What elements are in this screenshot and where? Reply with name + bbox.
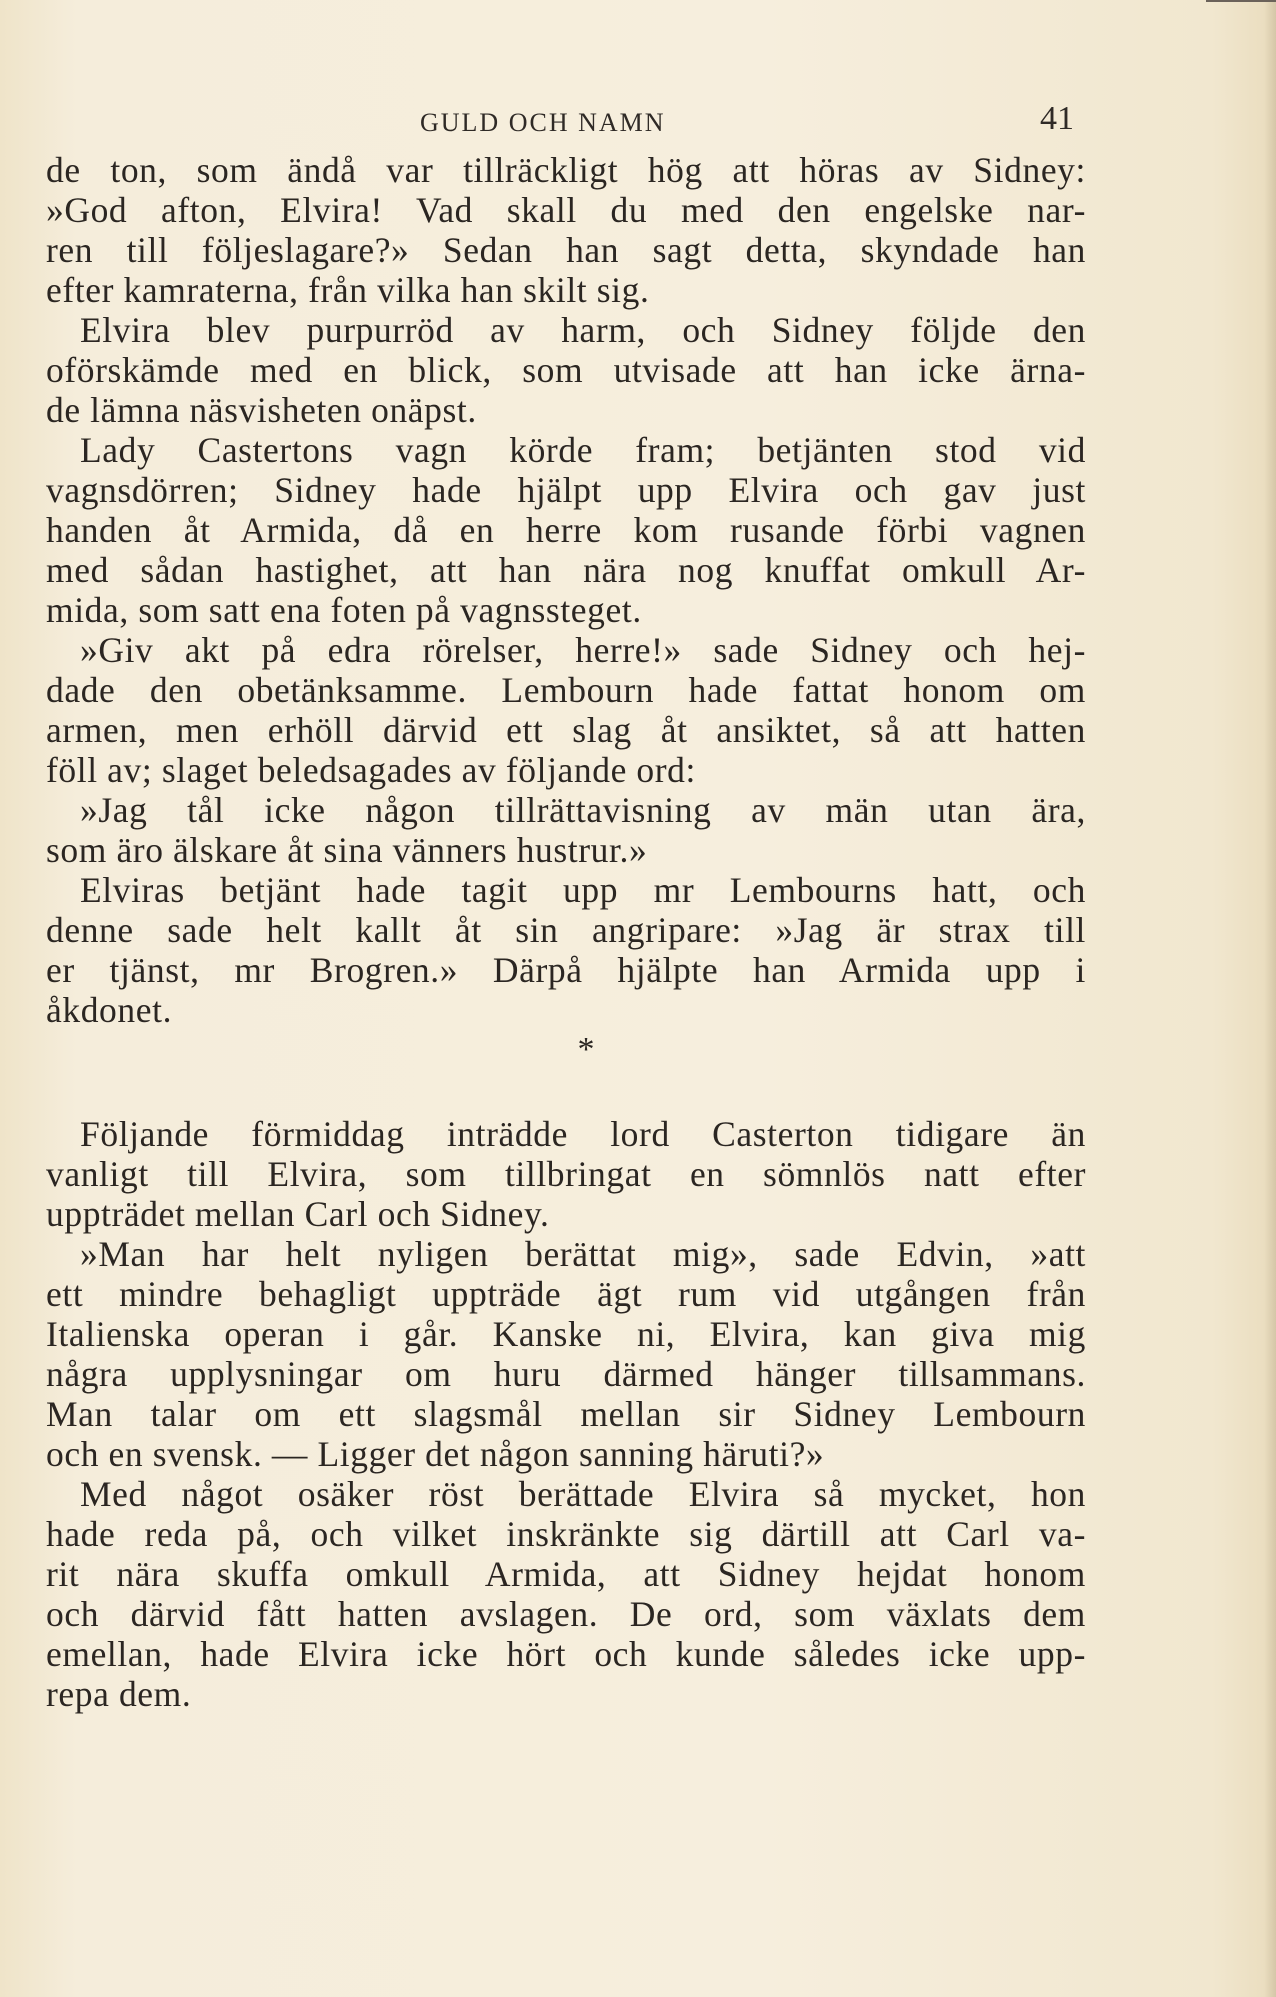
text-line: dade den obetänksamme. Lembourn hade fattat honom om	[46, 670, 1086, 710]
text-line: med sådan hastighet, att han nära nog knuffat omkull Ar-	[46, 550, 1086, 590]
text-line: Italienska operan i går. Kanske ni, Elvira, kan giva mig	[46, 1314, 1086, 1354]
text-line: handen åt Armida, då en herre kom rusande förbi vagnen	[46, 510, 1086, 550]
text-line: ett mindre behagligt uppträde ägt rum vid utgången från	[46, 1274, 1086, 1314]
paragraph	[46, 1114, 1086, 1234]
text-line: de lämna näsvisheten onäpst.	[46, 390, 477, 430]
text-line: Elvira blev purpurröd av harm, och Sidney följde den	[80, 310, 1086, 350]
text-line: oförskämde med en blick, som utvisade att han icke ärna-	[46, 350, 1086, 390]
page-number: 41	[1040, 100, 1074, 137]
text-line: efter kamraterna, från vilka han skilt sig.	[46, 270, 650, 310]
text-line: som äro älskare åt sina vänners hustrur.»	[46, 830, 648, 870]
text-line: emellan, hade Elvira icke hört och kunde således icke upp-	[46, 1634, 1086, 1674]
text-line: uppträdet mellan Carl och Sidney.	[46, 1194, 550, 1234]
text-line: och en svensk. — Ligger det någon sanning häruti?»	[46, 1434, 825, 1474]
text-line: föll av; slaget beledsagades av följande ord:	[46, 750, 697, 790]
paragraph	[46, 1474, 1086, 1714]
body-text	[46, 150, 1086, 1714]
text-line: ren till följeslagare?» Sedan han sagt detta, skyndade han	[46, 230, 1086, 270]
page-edge-shadow	[1264, 0, 1276, 1997]
text-line: repa dem.	[46, 1674, 192, 1714]
text-line: Lady Castertons vagn körde fram; betjänten stod vid	[80, 430, 1086, 470]
text-line: mida, som satt ena foten på vagnssteget.	[46, 590, 642, 630]
paragraph	[46, 1234, 1086, 1474]
paragraph	[46, 430, 1086, 630]
paragraph	[46, 310, 1086, 430]
paragraph	[46, 790, 1086, 870]
paragraph	[46, 870, 1086, 1030]
text-line: de ton, som ändå var tillräckligt hög att höras av Sidney:	[46, 150, 1086, 190]
text-line: armen, men erhöll därvid ett slag åt ansiktet, så att hatten	[46, 710, 1086, 750]
text-line: Med något osäker röst berättade Elvira så mycket, hon	[80, 1474, 1086, 1514]
text-line: några upplysningar om huru därmed hänger tillsammans.	[46, 1354, 1086, 1394]
text-line: och därvid fått hatten avslagen. De ord, som växlats dem	[46, 1594, 1086, 1634]
text-line: »Jag tål icke någon tillrättavisning av män utan ära,	[80, 790, 1086, 830]
text-line: denne sade helt kallt åt sin angripare: »Jag är strax till	[46, 910, 1086, 950]
top-edge-rule	[1206, 0, 1276, 2]
text-line: er tjänst, mr Brogren.» Därpå hjälpte han Armida upp i	[46, 950, 1086, 990]
running-title: GULD OCH NAMN	[420, 108, 666, 137]
paragraph	[46, 150, 1086, 310]
text-line: vagnsdörren; Sidney hade hjälpt upp Elvira och gav just	[46, 470, 1086, 510]
text-line: Man talar om ett slagsmål mellan sir Sidney Lembourn	[46, 1394, 1086, 1434]
text-line: Följande förmiddag inträdde lord Casterton tidigare än	[80, 1114, 1086, 1154]
section-break-asterisk: *	[577, 1031, 595, 1068]
text-line: åkdonet.	[46, 990, 173, 1030]
text-line: vanligt till Elvira, som tillbringat en sömnlös natt efter	[46, 1154, 1086, 1194]
text-line: Elviras betjänt hade tagit upp mr Lembourns hatt, och	[80, 870, 1086, 910]
paragraph	[46, 630, 1086, 790]
text-line: »Man har helt nyligen berättat mig», sade Edvin, »att	[80, 1234, 1086, 1274]
text-line: »God afton, Elvira! Vad skall du med den engelske nar-	[46, 190, 1086, 230]
text-line: hade reda på, och vilket inskränkte sig därtill att Carl va-	[46, 1514, 1086, 1554]
text-line: »Giv akt på edra rörelser, herre!» sade Sidney och hej-	[80, 630, 1086, 670]
text-line: rit nära skuffa omkull Armida, att Sidney hejdat honom	[46, 1554, 1086, 1594]
